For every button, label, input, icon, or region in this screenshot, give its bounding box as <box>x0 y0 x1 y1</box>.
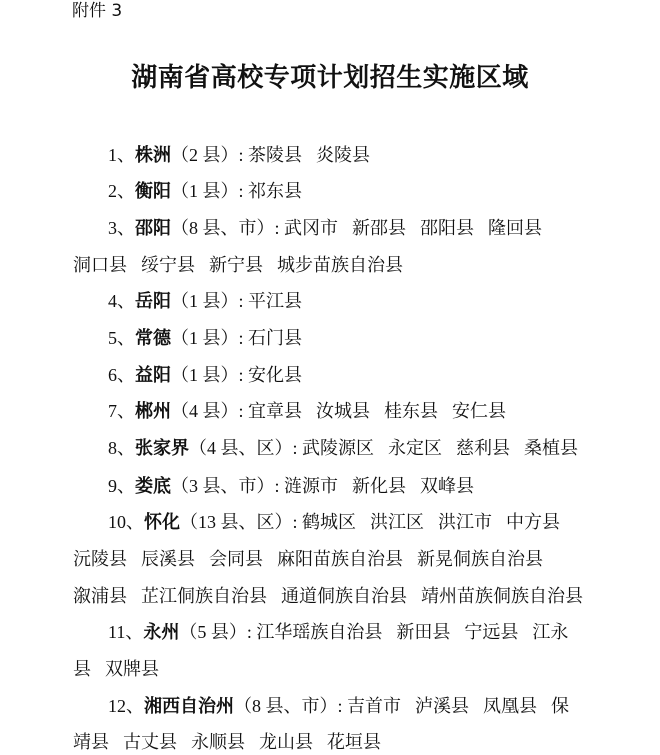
county: 炎陵县 <box>316 145 371 165</box>
county: 邵阳县 <box>420 218 475 238</box>
county: 涟源市 <box>284 476 339 496</box>
county: 靖县 <box>73 732 109 752</box>
county: 双牌县 <box>105 659 159 679</box>
county: 泸溪县 <box>415 696 470 716</box>
county-count: （1 县）: <box>171 365 244 385</box>
city-name: 永州 <box>143 622 180 643</box>
entry-hengyang <box>108 179 302 204</box>
county: 洞口县 <box>73 255 127 275</box>
county: 隆回县 <box>488 218 543 238</box>
county: 麻阳苗族自治县 <box>277 549 403 569</box>
county-count: （1 县）: <box>171 181 244 201</box>
entry-huaihua <box>108 510 560 535</box>
city-name: 常德 <box>135 328 171 349</box>
county: 武陵源区 <box>302 438 375 458</box>
entry-number: 5、 <box>108 328 135 348</box>
entry-huaihua-cont-1 <box>73 547 543 571</box>
county: 宁远县 <box>464 622 519 642</box>
county-count: （3 县、市）: <box>171 476 280 496</box>
county: 新晃侗族自治县 <box>417 549 543 569</box>
county: 绥宁县 <box>141 255 195 275</box>
county: 溆浦县 <box>73 586 127 606</box>
county: 安化县 <box>248 365 303 385</box>
entry-number: 10、 <box>108 512 144 532</box>
entry-number: 9、 <box>108 476 135 496</box>
entry-shaoyang <box>108 216 542 241</box>
city-name: 张家界 <box>135 438 189 459</box>
county: 沅陵县 <box>73 549 127 569</box>
county: 安仁县 <box>452 401 507 421</box>
county: 靖州苗族侗族自治县 <box>421 586 583 606</box>
entry-chenzhou <box>108 399 506 424</box>
entry-shaoyang-cont <box>73 253 403 277</box>
county: 宜章县 <box>248 401 303 421</box>
county: 武冈市 <box>284 218 339 238</box>
city-name: 娄底 <box>135 476 171 497</box>
county-count: （8 县、市）: <box>171 218 280 238</box>
entry-zhuzhou <box>108 143 370 168</box>
document-title: 湖南省高校专项计划招生实施区域 <box>131 63 529 93</box>
entry-loudi <box>108 474 474 499</box>
entry-number: 1、 <box>108 145 135 165</box>
county: 通道侗族自治县 <box>281 586 407 606</box>
county: 江永 <box>532 622 569 642</box>
city-name: 怀化 <box>144 512 180 533</box>
county: 辰溪县 <box>141 549 195 569</box>
entry-xiangxi <box>108 694 569 719</box>
county: 会同县 <box>209 549 263 569</box>
entry-yongzhou-cont <box>73 657 159 681</box>
county: 保 <box>551 696 570 716</box>
county: 桑植县 <box>524 438 579 458</box>
county: 慈利县 <box>456 438 511 458</box>
county-count: （4 县）: <box>171 401 244 421</box>
annex-label: 附件 3 <box>72 1 123 21</box>
city-name: 衡阳 <box>135 181 171 202</box>
county: 古丈县 <box>123 732 177 752</box>
county: 鹤城区 <box>302 512 357 532</box>
entry-number: 3、 <box>108 218 135 238</box>
county: 茶陵县 <box>248 145 303 165</box>
entry-number: 2、 <box>108 181 135 201</box>
county: 新邵县 <box>352 218 407 238</box>
county-count: （1 县）: <box>171 328 244 348</box>
county: 桂东县 <box>384 401 439 421</box>
entry-yongzhou <box>108 620 568 645</box>
county: 祁东县 <box>248 181 303 201</box>
entry-yueyang <box>108 289 302 314</box>
county: 石门县 <box>248 328 303 348</box>
county: 中方县 <box>506 512 561 532</box>
entry-huaihua-cont-2 <box>73 584 583 608</box>
city-name: 岳阳 <box>135 291 171 312</box>
city-name: 益阳 <box>135 365 171 386</box>
county: 永定区 <box>388 438 443 458</box>
county: 洪江区 <box>370 512 425 532</box>
county: 吉首市 <box>347 696 402 716</box>
city-name: 株洲 <box>135 145 171 166</box>
entry-yiyang <box>108 363 302 388</box>
entry-number: 11、 <box>108 622 144 642</box>
entry-number: 12、 <box>108 696 144 716</box>
county: 县 <box>73 659 91 679</box>
county-count: （4 县、区）: <box>189 438 298 458</box>
county: 江华瑶族自治县 <box>256 622 383 642</box>
entry-number: 6、 <box>108 365 135 385</box>
entry-number: 4、 <box>108 291 135 311</box>
county-count: （8 县、市）: <box>234 696 343 716</box>
entry-number: 7、 <box>108 401 135 421</box>
entry-xiangxi-cont <box>73 730 381 754</box>
county: 新田县 <box>396 622 451 642</box>
county: 双峰县 <box>420 476 475 496</box>
county: 花垣县 <box>327 732 381 752</box>
county-count: （2 县）: <box>171 145 244 165</box>
city-name: 郴州 <box>135 401 171 422</box>
county-count: （13 县、区）: <box>180 512 298 532</box>
city-name: 湘西自治州 <box>144 696 234 717</box>
county: 平江县 <box>248 291 303 311</box>
county: 新化县 <box>352 476 407 496</box>
county: 永顺县 <box>191 732 245 752</box>
county: 城步苗族自治县 <box>277 255 403 275</box>
county: 汝城县 <box>316 401 371 421</box>
entry-number: 8、 <box>108 438 135 458</box>
county-count: （1 县）: <box>171 291 244 311</box>
entry-changde <box>108 326 302 351</box>
county: 新宁县 <box>209 255 263 275</box>
county: 芷江侗族自治县 <box>141 586 267 606</box>
county: 龙山县 <box>259 732 313 752</box>
city-name: 邵阳 <box>135 218 171 239</box>
entry-zhangjiajie <box>108 436 578 461</box>
county: 洪江市 <box>438 512 493 532</box>
county-count: （5 县）: <box>179 622 252 642</box>
county: 凤凰县 <box>483 696 538 716</box>
